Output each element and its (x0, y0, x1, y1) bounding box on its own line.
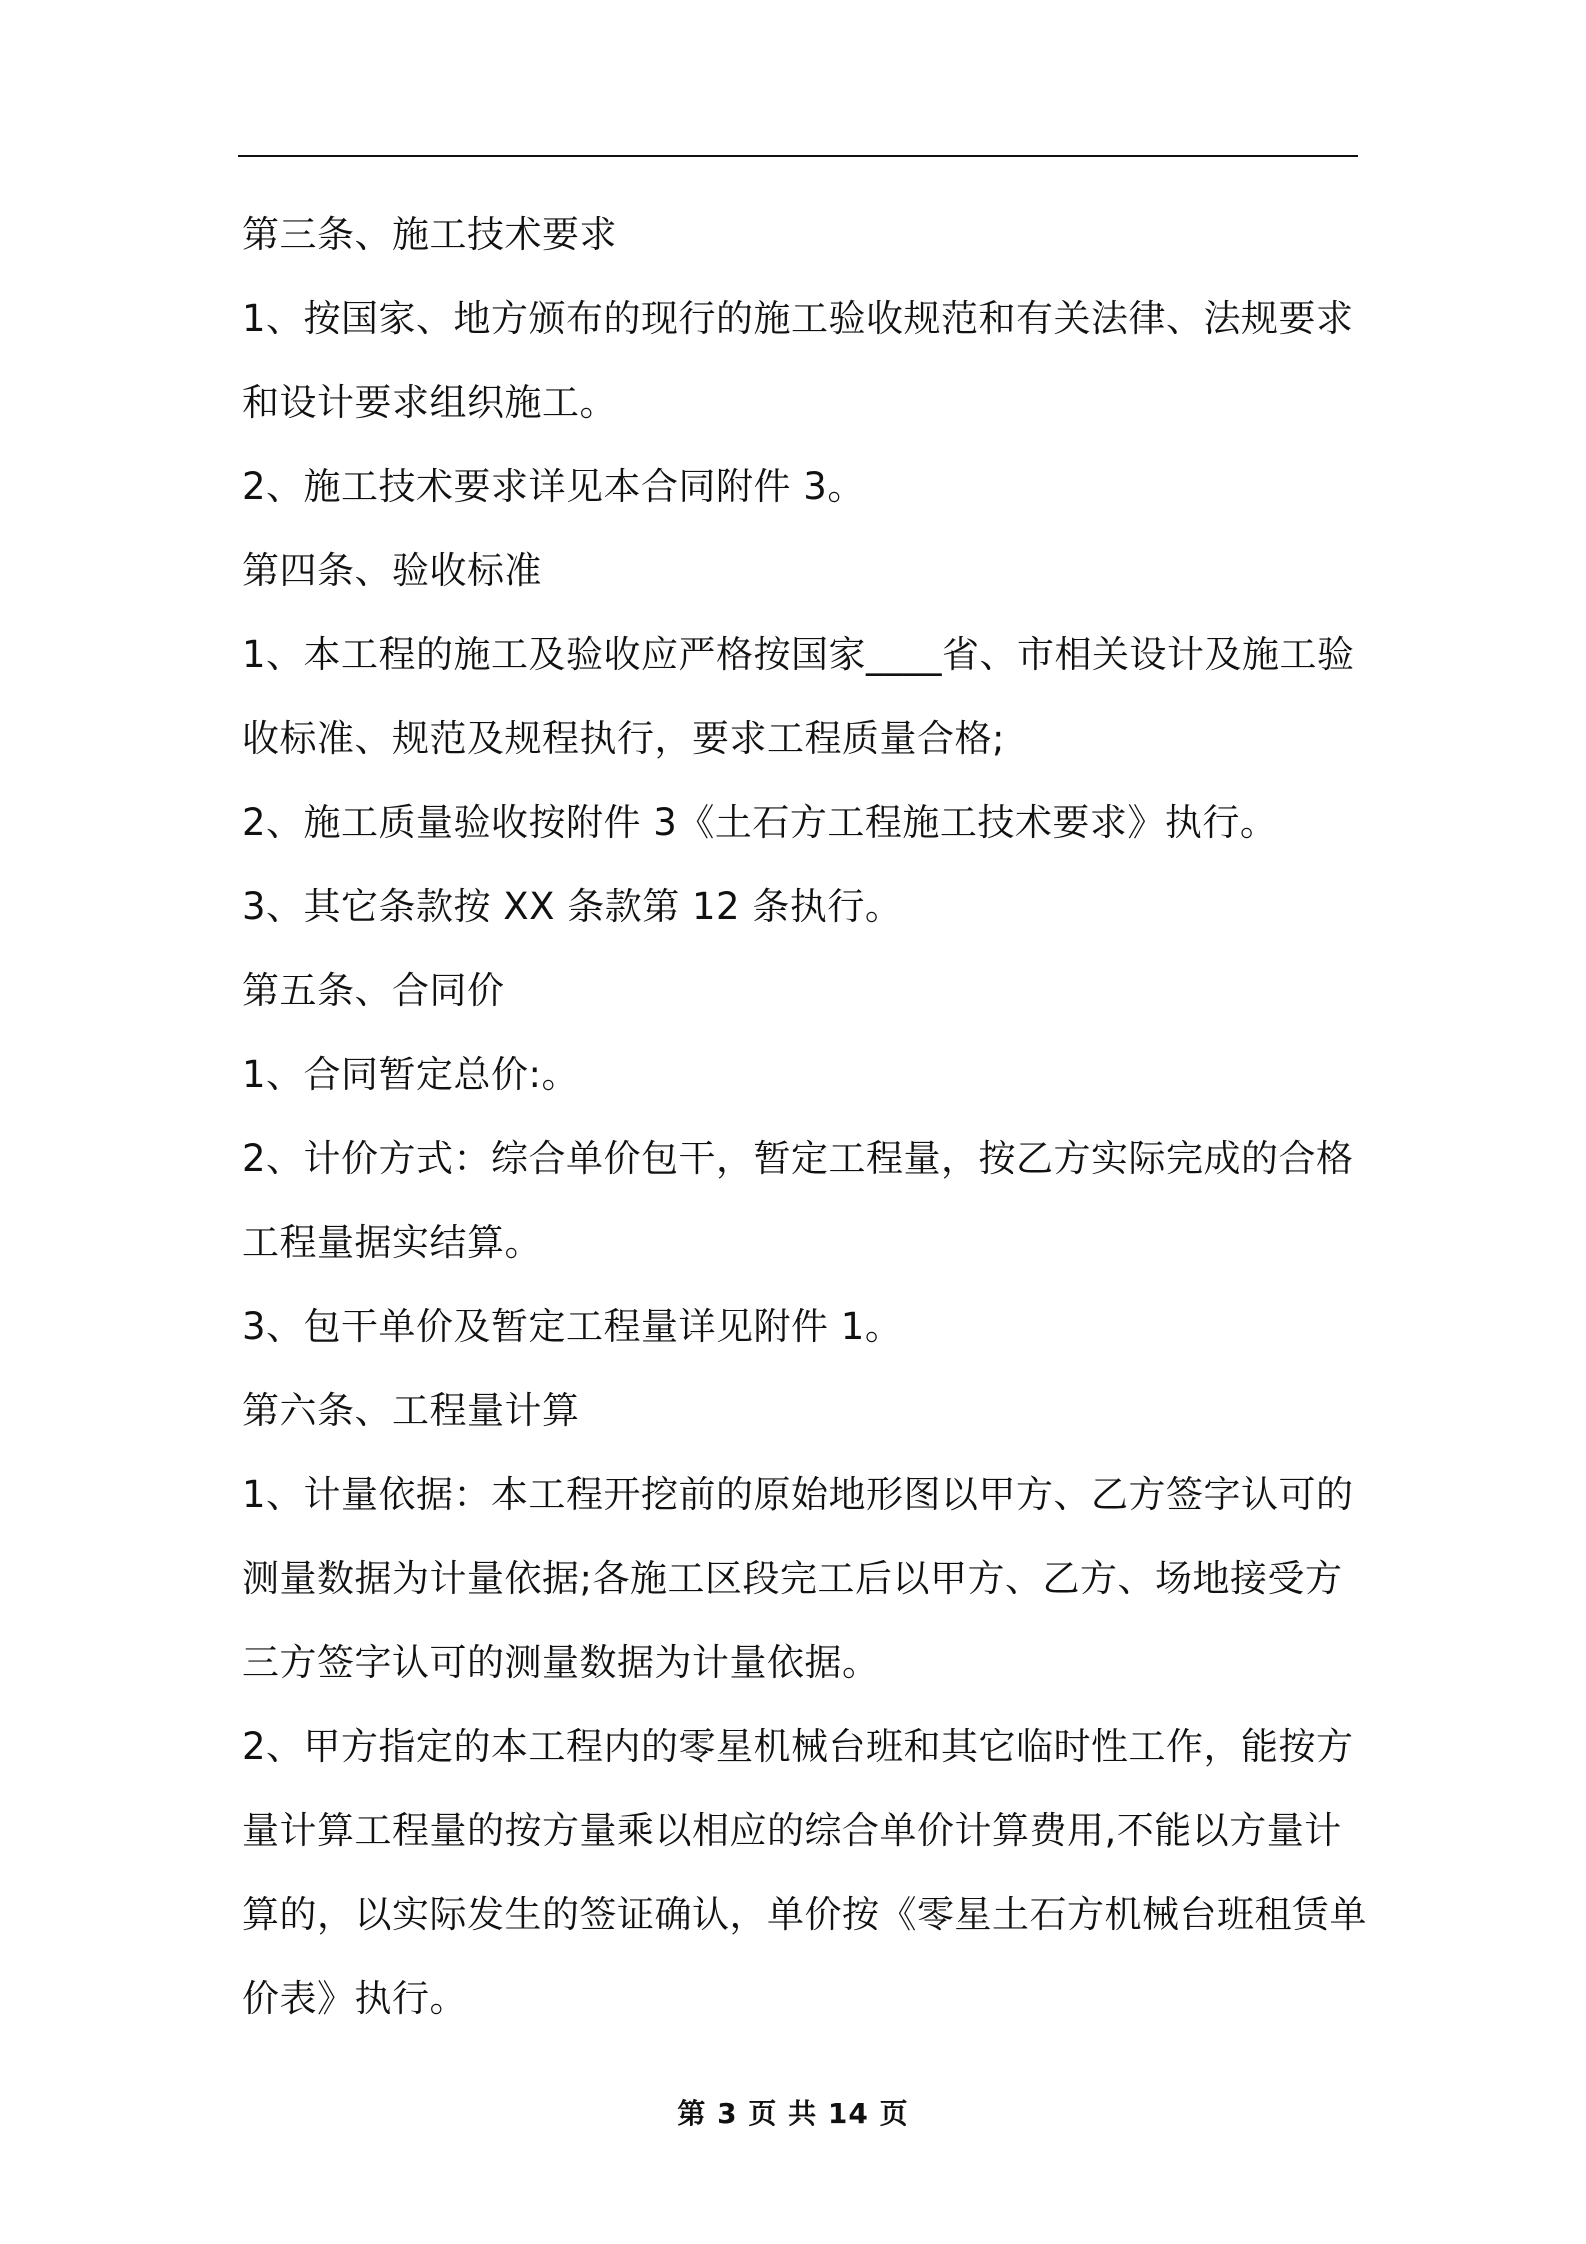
paragraph-line: 价表》执行。 (242, 1977, 467, 2020)
paragraph-line: 和设计要求组织施工。 (242, 381, 617, 424)
paragraph-line: 2、甲方指定的本工程内的零星机械台班和其它临时性工作，能按方 (242, 1725, 1354, 1768)
document-body (242, 193, 1367, 2041)
paragraph-line: 1、计量依据：本工程开挖前的原始地形图以甲方、乙方签字认可的 (242, 1473, 1354, 1516)
paragraph-line: 算的，以实际发生的签证确认，单价按《零星土石方机械台班租赁单 (242, 1893, 1367, 1936)
header-divider (238, 155, 1358, 157)
paragraph-line: 2、计价方式：综合单价包干，暂定工程量，按乙方实际完成的合格 (242, 1137, 1354, 1180)
section-heading-article-6: 第六条、工程量计算 (242, 1389, 580, 1432)
paragraph-line: 1、按国家、地方颁布的现行的施工验收规范和有关法律、法规要求 (242, 297, 1354, 340)
paragraph-line: 3、其它条款按 XX 条款第 12 条执行。 (242, 885, 903, 928)
paragraph-line: 测量数据为计量依据;各施工区段完工后以甲方、乙方、场地接受方 (242, 1557, 1343, 1600)
paragraph-line: 三方签字认可的测量数据为计量依据。 (242, 1641, 880, 1684)
paragraph-line: 收标准、规范及规程执行，要求工程质量合格; (242, 717, 1005, 760)
paragraph-line: 3、包干单价及暂定工程量详见附件 1。 (242, 1305, 903, 1348)
paragraph-line: 量计算工程量的按方量乘以相应的综合单价计算费用,不能以方量计 (242, 1809, 1342, 1852)
section-heading-article-3: 第三条、施工技术要求 (242, 213, 617, 256)
section-heading-article-4: 第四条、验收标准 (242, 549, 542, 592)
paragraph-line: 工程量据实结算。 (242, 1221, 542, 1264)
paragraph-line: 2、施工质量验收按附件 3《土石方工程施工技术要求》执行。 (242, 801, 1278, 844)
page-number-footer: 第 3 页 共 14 页 (677, 2097, 909, 2130)
paragraph-line: 1、合同暂定总价:。 (242, 1053, 580, 1096)
paragraph-line: 1、本工程的施工及验收应严格按国家____省、市相关设计及施工验 (242, 633, 1355, 676)
paragraph-line: 2、施工技术要求详见本合同附件 3。 (242, 465, 865, 508)
section-heading-article-5: 第五条、合同价 (242, 969, 505, 1012)
